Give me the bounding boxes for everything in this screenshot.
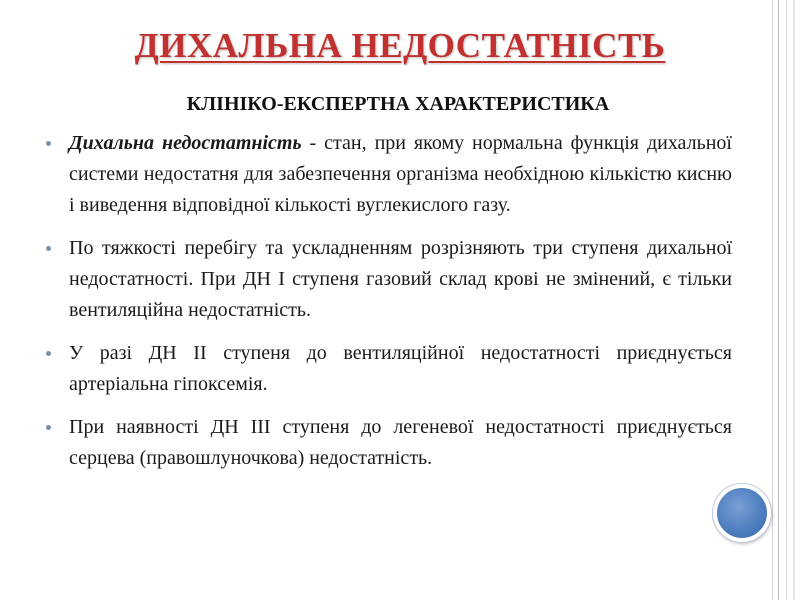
bullet-list: [42, 128, 732, 486]
list-item: [42, 338, 732, 400]
slide-title: ДИХАЛЬНА НЕДОСТАТНІСТЬ: [134, 26, 666, 65]
paragraph-text: По тяжкості перебігу та ускладненням розрізняють три ступеня дихальної недостатності. При ДН І ступеня газовий склад крові не змінений, є тільки вентиляційна недостатність.: [69, 237, 732, 321]
bullet-icon: [46, 141, 51, 146]
bullet-icon: [46, 246, 51, 251]
bullet-icon: [46, 351, 51, 356]
list-item: [42, 233, 732, 326]
paragraph-text: У разі ДН ІІ ступеня до вентиляційної недостатності приєднується артеріальна гіпоксемія.: [69, 342, 732, 395]
decorative-border-line: [786, 0, 787, 600]
decorative-border-line: [772, 0, 773, 600]
definition-text: - стан, при якому нормальна функція дихальної системи недостатня для забезпечення організма необхідною кількістю кисню і виведення відповідної кількості вуглекислого газу.: [69, 132, 732, 216]
slide-subtitle: КЛІНІКО-ЕКСПЕРТНА ХАРАКТЕРИСТИКА: [186, 93, 610, 115]
decorative-border-line: [793, 0, 795, 600]
decorative-circle-icon: [713, 484, 771, 542]
bullet-icon: [46, 425, 51, 430]
definition-term: Дихальна недостатність: [69, 132, 302, 154]
list-item: [42, 412, 732, 474]
list-item: [42, 128, 732, 221]
decorative-border-line: [778, 0, 779, 600]
paragraph-text: При наявності ДН ІІІ ступеня до легеневої недостатності приєднується серцева (правошлуночкова) недостатність.: [69, 416, 732, 469]
